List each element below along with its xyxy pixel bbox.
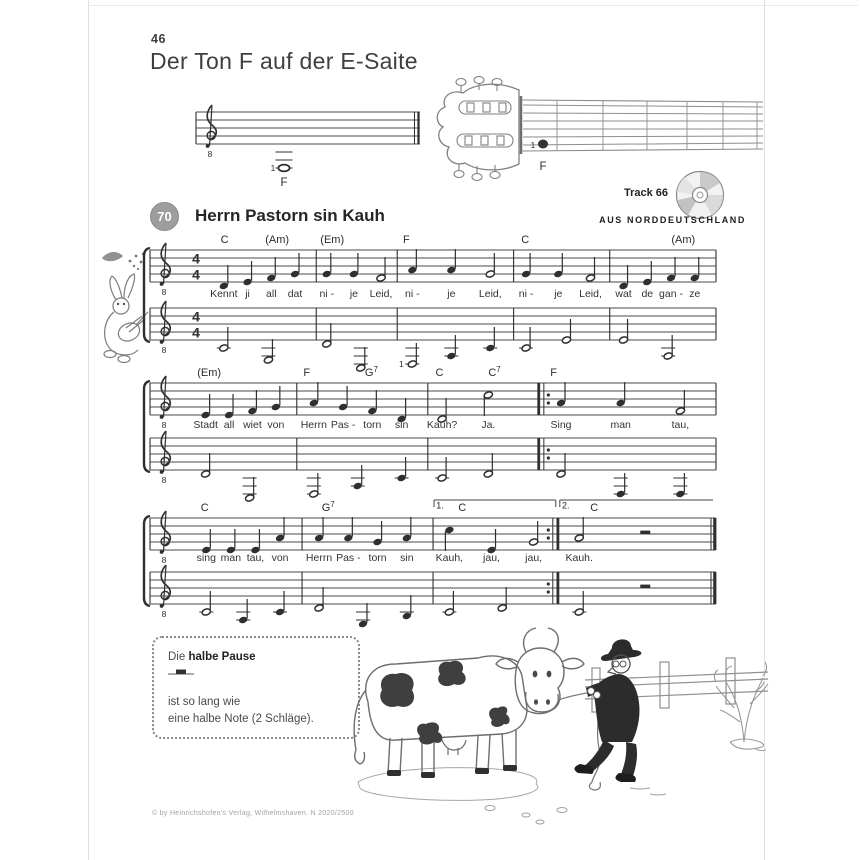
svg-text:je: je [447, 288, 456, 300]
finger-number: 1 [530, 140, 536, 150]
svg-text:man: man [610, 419, 631, 431]
svg-text:8: 8 [161, 345, 167, 355]
svg-text:Pas -: Pas - [336, 552, 361, 564]
cow-spots [380, 661, 509, 745]
svg-text:ni -: ni - [405, 288, 420, 300]
svg-text:C: C [590, 502, 599, 514]
svg-text:4: 4 [192, 266, 200, 283]
song-origin: AUS NORDDEUTSCHLAND [599, 215, 746, 225]
copyright-footer: © by Heinrichshofen's Verlag, Wilhelmshaven. N 2020/2500 [152, 810, 354, 817]
svg-text:man: man [220, 552, 242, 564]
svg-text:tau,: tau, [671, 419, 690, 431]
song-title: Herrn Pastorn sin Kauh [195, 206, 385, 225]
svg-text:F: F [303, 367, 311, 379]
svg-text:ni -: ni - [518, 288, 534, 300]
svg-text:all: all [266, 288, 277, 300]
svg-text:dat: dat [287, 288, 303, 300]
svg-text:2.: 2. [562, 500, 570, 511]
svg-text:ze: ze [689, 288, 701, 300]
svg-text:C: C [435, 367, 444, 379]
svg-text:4: 4 [192, 308, 200, 325]
svg-text:C7: $C^7$ [488, 365, 501, 379]
svg-text:sin: sin [400, 552, 414, 564]
svg-text:F: F [403, 234, 410, 246]
svg-text:Leid,: Leid, [369, 288, 393, 300]
svg-text:sin: sin [394, 419, 409, 431]
track-label: Track 66 [623, 187, 668, 199]
svg-text:4: 4 [192, 324, 200, 341]
pastor [574, 639, 641, 782]
svg-text:jau,: jau, [525, 552, 543, 564]
svg-text:Herrn: Herrn [300, 419, 327, 431]
svg-text:Kauh.: Kauh. [565, 552, 593, 564]
svg-text:(Am): (Am) [671, 234, 696, 246]
svg-text:F: F [550, 367, 558, 379]
svg-text:Kauh?: Kauh? [426, 419, 458, 431]
info-text-line3: eine halbe Note (2 Schläge). [168, 712, 314, 725]
svg-text:8: 8 [161, 420, 167, 430]
info-text-pre: Die [168, 651, 189, 663]
info-text-line2: ist so lang wie [168, 695, 241, 708]
svg-text:C: C [200, 502, 209, 514]
svg-text:8: 8 [161, 475, 167, 485]
puddle [358, 768, 538, 801]
svg-text:Kauh,: Kauh, [435, 552, 464, 564]
svg-text:G7: $G^7$ [321, 500, 335, 514]
tree [714, 662, 768, 749]
rope [558, 692, 600, 790]
info-box [152, 636, 360, 739]
page-title: Der Ton F auf der E-Saite [150, 48, 418, 74]
svg-text:4: 4 [192, 250, 200, 267]
svg-text:Sing: Sing [550, 419, 572, 431]
svg-text:Stadt: Stadt [193, 419, 218, 431]
svg-text:torn: torn [368, 552, 387, 564]
svg-text:Pas -: Pas - [330, 419, 356, 431]
svg-text:torn: torn [363, 419, 382, 431]
svg-text:je: je [349, 288, 359, 300]
svg-text:ni -: ni - [319, 288, 335, 300]
svg-text:F: F [280, 177, 288, 189]
svg-text:de: de [641, 288, 654, 300]
cow-face-dots [533, 671, 552, 705]
song-number-badge: 70 [150, 202, 179, 231]
svg-text:Leid,: Leid, [478, 288, 502, 300]
svg-text:gan -: gan - [659, 288, 683, 300]
cow-hooves [387, 765, 517, 778]
svg-text:1: 1 [398, 359, 404, 369]
half-rest-icon [168, 666, 194, 676]
svg-text:von: von [267, 419, 285, 431]
svg-text:jau,: jau, [483, 552, 500, 564]
svg-text:1: 1 [270, 163, 276, 173]
svg-text:sing: sing [196, 552, 216, 564]
svg-text:C: C [220, 234, 229, 246]
svg-text:tau,: tau, [246, 552, 265, 564]
svg-text:1.: 1. [436, 500, 444, 511]
svg-text:(Em): (Em) [197, 367, 222, 379]
svg-text:all: all [223, 419, 235, 431]
svg-text:wiet: wiet [243, 419, 262, 431]
info-text-bold: halbe Pause [188, 651, 256, 663]
svg-text:von: von [271, 552, 289, 564]
svg-text:Leid,: Leid, [579, 288, 602, 300]
svg-text:8: 8 [161, 555, 167, 565]
page-number: 46 [151, 32, 166, 46]
svg-text:wat: wat [615, 288, 632, 300]
svg-text:Herrn: Herrn [305, 552, 333, 564]
svg-text:8: 8 [161, 609, 167, 619]
svg-text:G7: $G^7$ [364, 365, 378, 379]
svg-text:8: 8 [207, 149, 213, 159]
svg-text:8: 8 [161, 287, 167, 297]
svg-text:(Am): (Am) [265, 234, 290, 246]
cow-pastor-illustration [330, 612, 770, 827]
svg-text:ji: ji [245, 288, 250, 300]
svg-text:C: C [521, 234, 530, 246]
svg-text:Kennt: Kennt [210, 288, 238, 300]
fret-note-label: F [539, 161, 547, 173]
svg-text:(Em): (Em) [320, 234, 345, 246]
svg-text:je: je [554, 288, 563, 300]
svg-text:C: C [458, 502, 467, 514]
svg-text:Ja.: Ja. [481, 419, 496, 431]
